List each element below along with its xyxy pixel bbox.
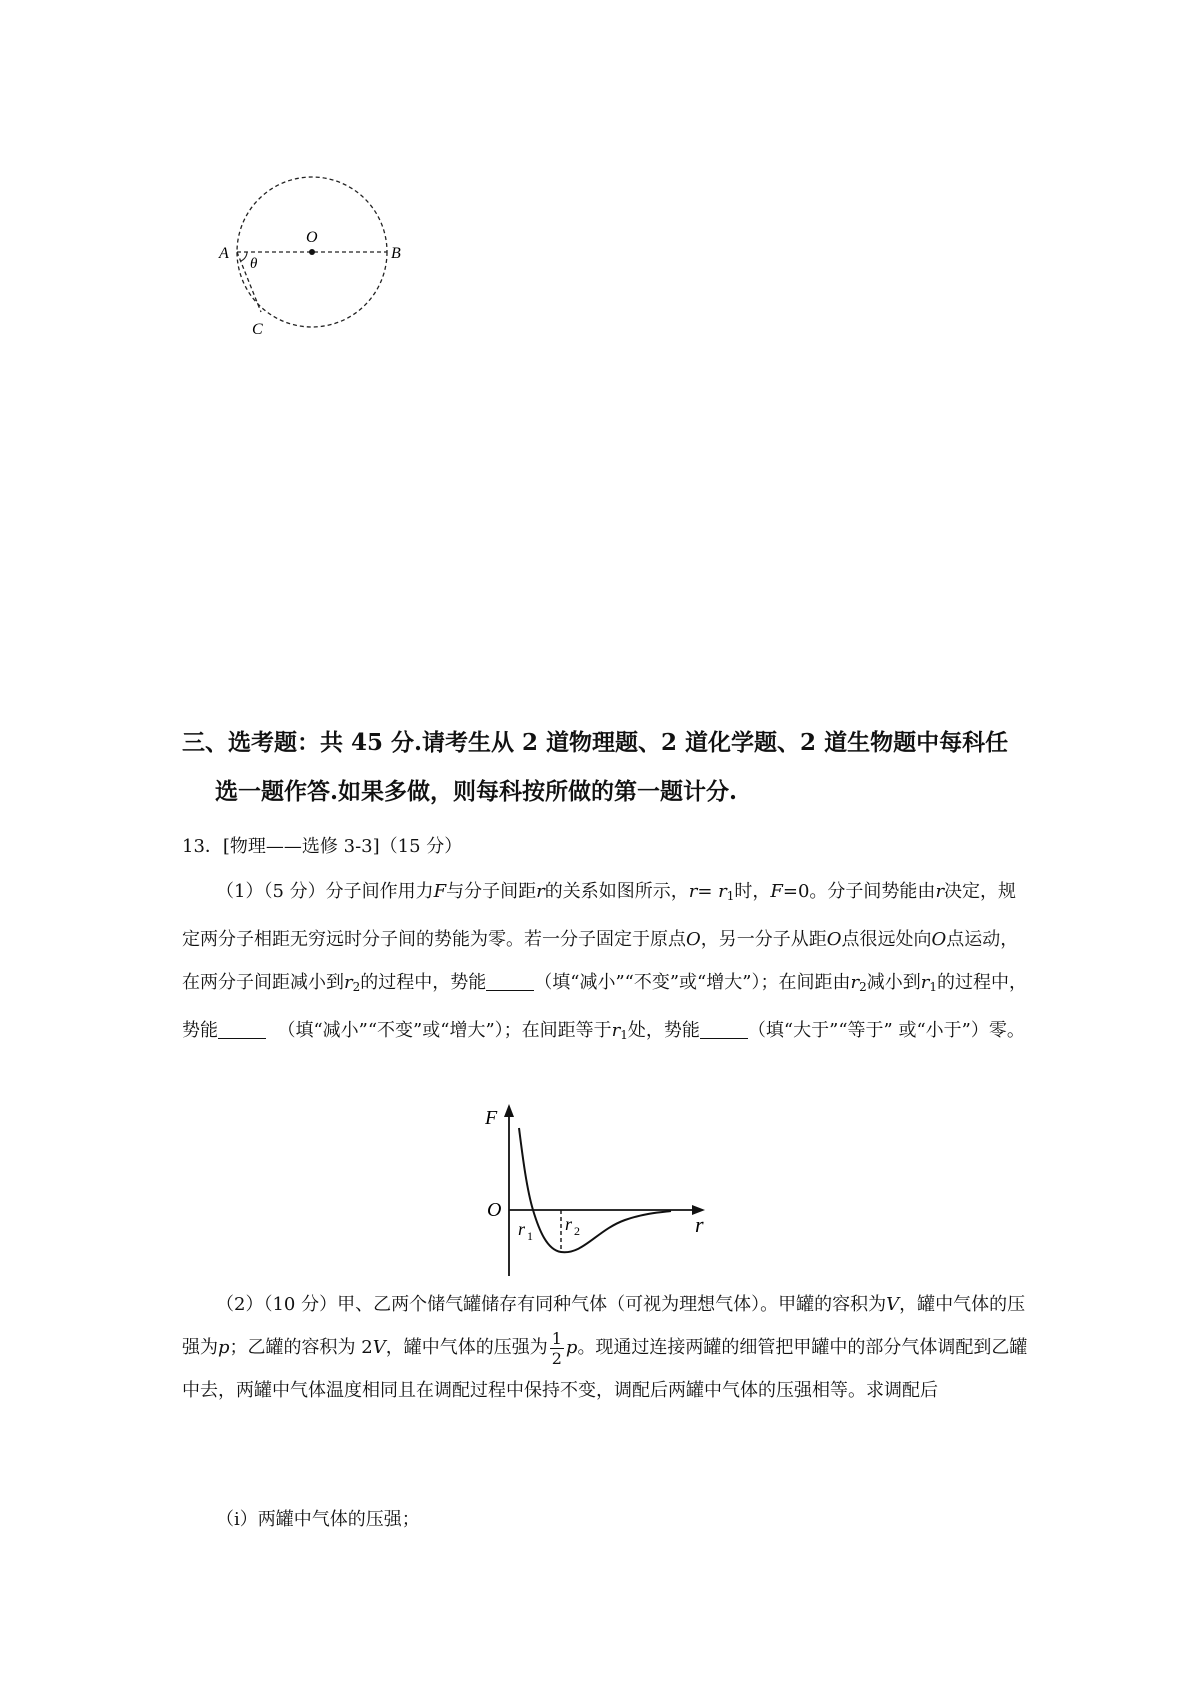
label-o: O xyxy=(306,229,318,246)
question-13-part-2: （2）（10 分）甲、乙两个储气罐储存有同种气体（可视为理想气体）。甲罐的容积为V，罐中气体的压强为p；乙罐的容积为 2V，罐中气体的压强为 $\frac{1}{2}$ p。现通过连接两罐的细管把甲罐中的部分气体调配到乙罐中去，两罐中气体温度相同且在调配过程中保持不变，调配后两罐中气体的压强相等。求调配后 xyxy=(182,1294,1028,1401)
label-a: A xyxy=(219,245,229,262)
label-r-axis: r xyxy=(695,1212,704,1237)
center-point xyxy=(309,249,315,255)
section-heading xyxy=(182,718,1042,816)
y-axis-arrow xyxy=(504,1104,514,1117)
label-r1-sub: 1 xyxy=(527,1229,533,1243)
sub-question-i: （i）两罐中气体的压强； xyxy=(216,1509,420,1530)
answer-blank-3[interactable] xyxy=(700,1020,748,1039)
theta-arc xyxy=(241,252,247,261)
answer-blank-1[interactable] xyxy=(486,972,534,991)
label-r2: r xyxy=(565,1214,573,1234)
label-c: C xyxy=(252,321,263,338)
label-b: B xyxy=(391,245,401,262)
label-r2-sub: 2 xyxy=(574,1224,580,1238)
section-line-2: 选一题作答.如果多做，则每科按所做的第一题计分. xyxy=(215,778,738,805)
section-line-1: 三、选考题：共 45 分.请考生从 2 道物理题、2 道化学题、2 道生物题中每科任 xyxy=(182,729,1009,756)
fraction-one-half: $\frac{1}{2}$ xyxy=(551,1328,562,1368)
label-origin: O xyxy=(487,1199,502,1221)
force-curve xyxy=(519,1128,671,1252)
circle-diagram xyxy=(205,160,435,360)
label-f: F xyxy=(485,1107,498,1129)
answer-blank-2[interactable] xyxy=(218,1020,266,1039)
force-distance-graph xyxy=(485,1100,735,1280)
label-theta: θ xyxy=(250,256,258,272)
question-13-heading: 13．[物理——选修 3-3]（15 分） xyxy=(182,836,463,857)
question-13-part-1: （1）（5 分）分子间作用力F与分子间距r的关系如图所示，$r= r_1$时，F=0。分子间势能由r决定，规定两分子相距无穷远时分子间的势能为零。若一分子固定于原点O，另一分子从距O点很远处向O点运动，在两分子间距减小到$r_2$的过程中，势能 （填“减小”“不变”或“增大”）；在间距由$r_2$减小到$r_1$的过程中，势能 （填“减小”“不变”或“增大”）；在间距等于$r_1$处，势能 （填“大于”“等于” 或“小于”）零。 xyxy=(182,881,1027,1042)
label-r1: r xyxy=(518,1219,526,1239)
